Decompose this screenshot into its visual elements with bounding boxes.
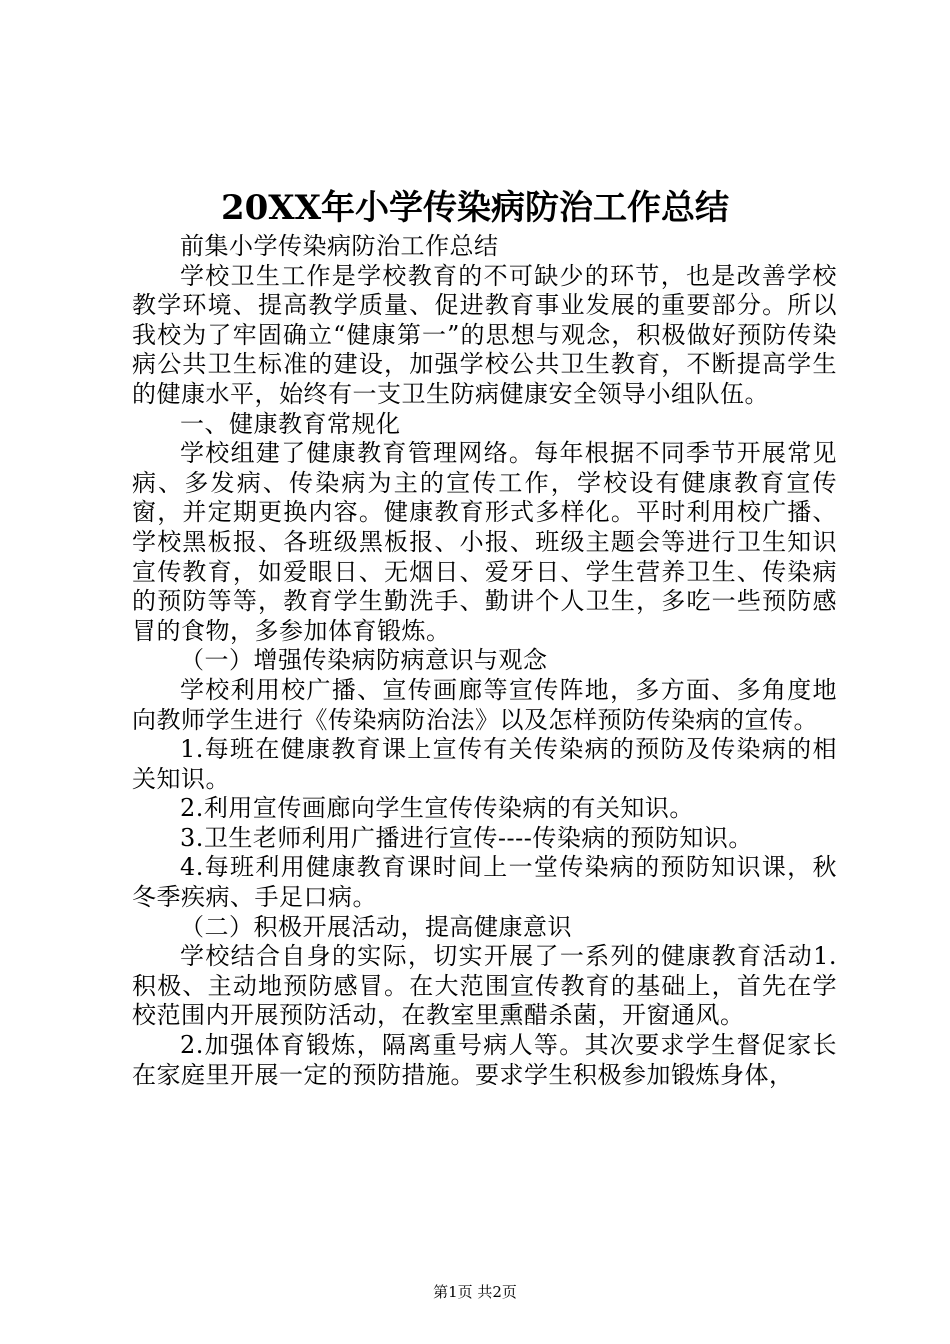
list-item-1: 1.每班在健康教育课上宣传有关传染病的预防及传染病的相关知识。 <box>132 735 837 793</box>
subsection-heading-awareness: （一）增强传染病防病意识与观念 <box>180 646 548 675</box>
paragraph-activities: 学校结合自身的实际，切实开展了一系列的健康教育活动1.积极、主动地预防感冒。在大范围宣传教育的基础上，首先在学校范围内开展预防活动，在教室里熏醋杀菌，开窗通风。 <box>132 942 837 1030</box>
subsection-heading-activities: （二）积极开展活动，提高健康意识 <box>180 912 572 941</box>
paragraph-subtitle: 前集小学传染病防治工作总结 <box>180 232 499 260</box>
list-item-3: 3.卫生老师利用广播进行宣传----传染病的预防知识。 <box>180 823 753 852</box>
list-item-4: 4.每班利用健康教育课时间上一堂传染病的预防知识课，秋冬季疾病、手足口病。 <box>132 853 837 912</box>
paragraph-exercise: 2.加强体育锻炼，隔离重号病人等。其次要求学生督促家长在家庭里开展一定的预防措施。要求学生积极参加锻炼身体， <box>132 1031 837 1089</box>
paragraph-intro: 学校卫生工作是学校教育的不可缺少的环节，也是改善学校教学环境、提高教学质量、促进教育事业发展的重要部分。所以我校为了牢固确立“健康第一”的思想与观念，积极做好预防传染病公共卫生标准的建设，加强学校公共卫生教育，不断提高学生的健康水平，始终有一支卫生防病健康安全领导小组队伍。 <box>132 261 837 408</box>
page-footer: 第1页 共2页 <box>433 1283 517 1301</box>
list-item-2: 2.利用宣传画廊向学生宣传传染病的有关知识。 <box>180 794 694 823</box>
document-title: 20XX年小学传染病防治工作总结 <box>220 188 730 228</box>
paragraph-awareness: 学校利用校广播、宣传画廊等宣传阵地，多方面、多角度地向教师学生进行《传染病防治法》以及怎样预防传染病的宣传。 <box>132 675 837 734</box>
section-heading-health-education: 一、健康教育常规化 <box>180 409 401 438</box>
document-body <box>132 232 837 1090</box>
paragraph-health-network: 学校组建了健康教育管理网络。每年根据不同季节开展常见病、多发病、传染病为主的宣传工作，学校设有健康教育宣传窗，并定期更换内容。健康教育形式多样化。平时利用校广播、学校黑板报、各班级黑板报、小报、班级主题会等进行卫生知识宣传教育，如爱眼日、无烟日、爱牙日、学生营养卫生、传染病的预防等等，教育学生勤洗手、勤讲个人卫生，多吃一些预防感冒的食物，多参加体育锻炼。 <box>132 439 837 645</box>
